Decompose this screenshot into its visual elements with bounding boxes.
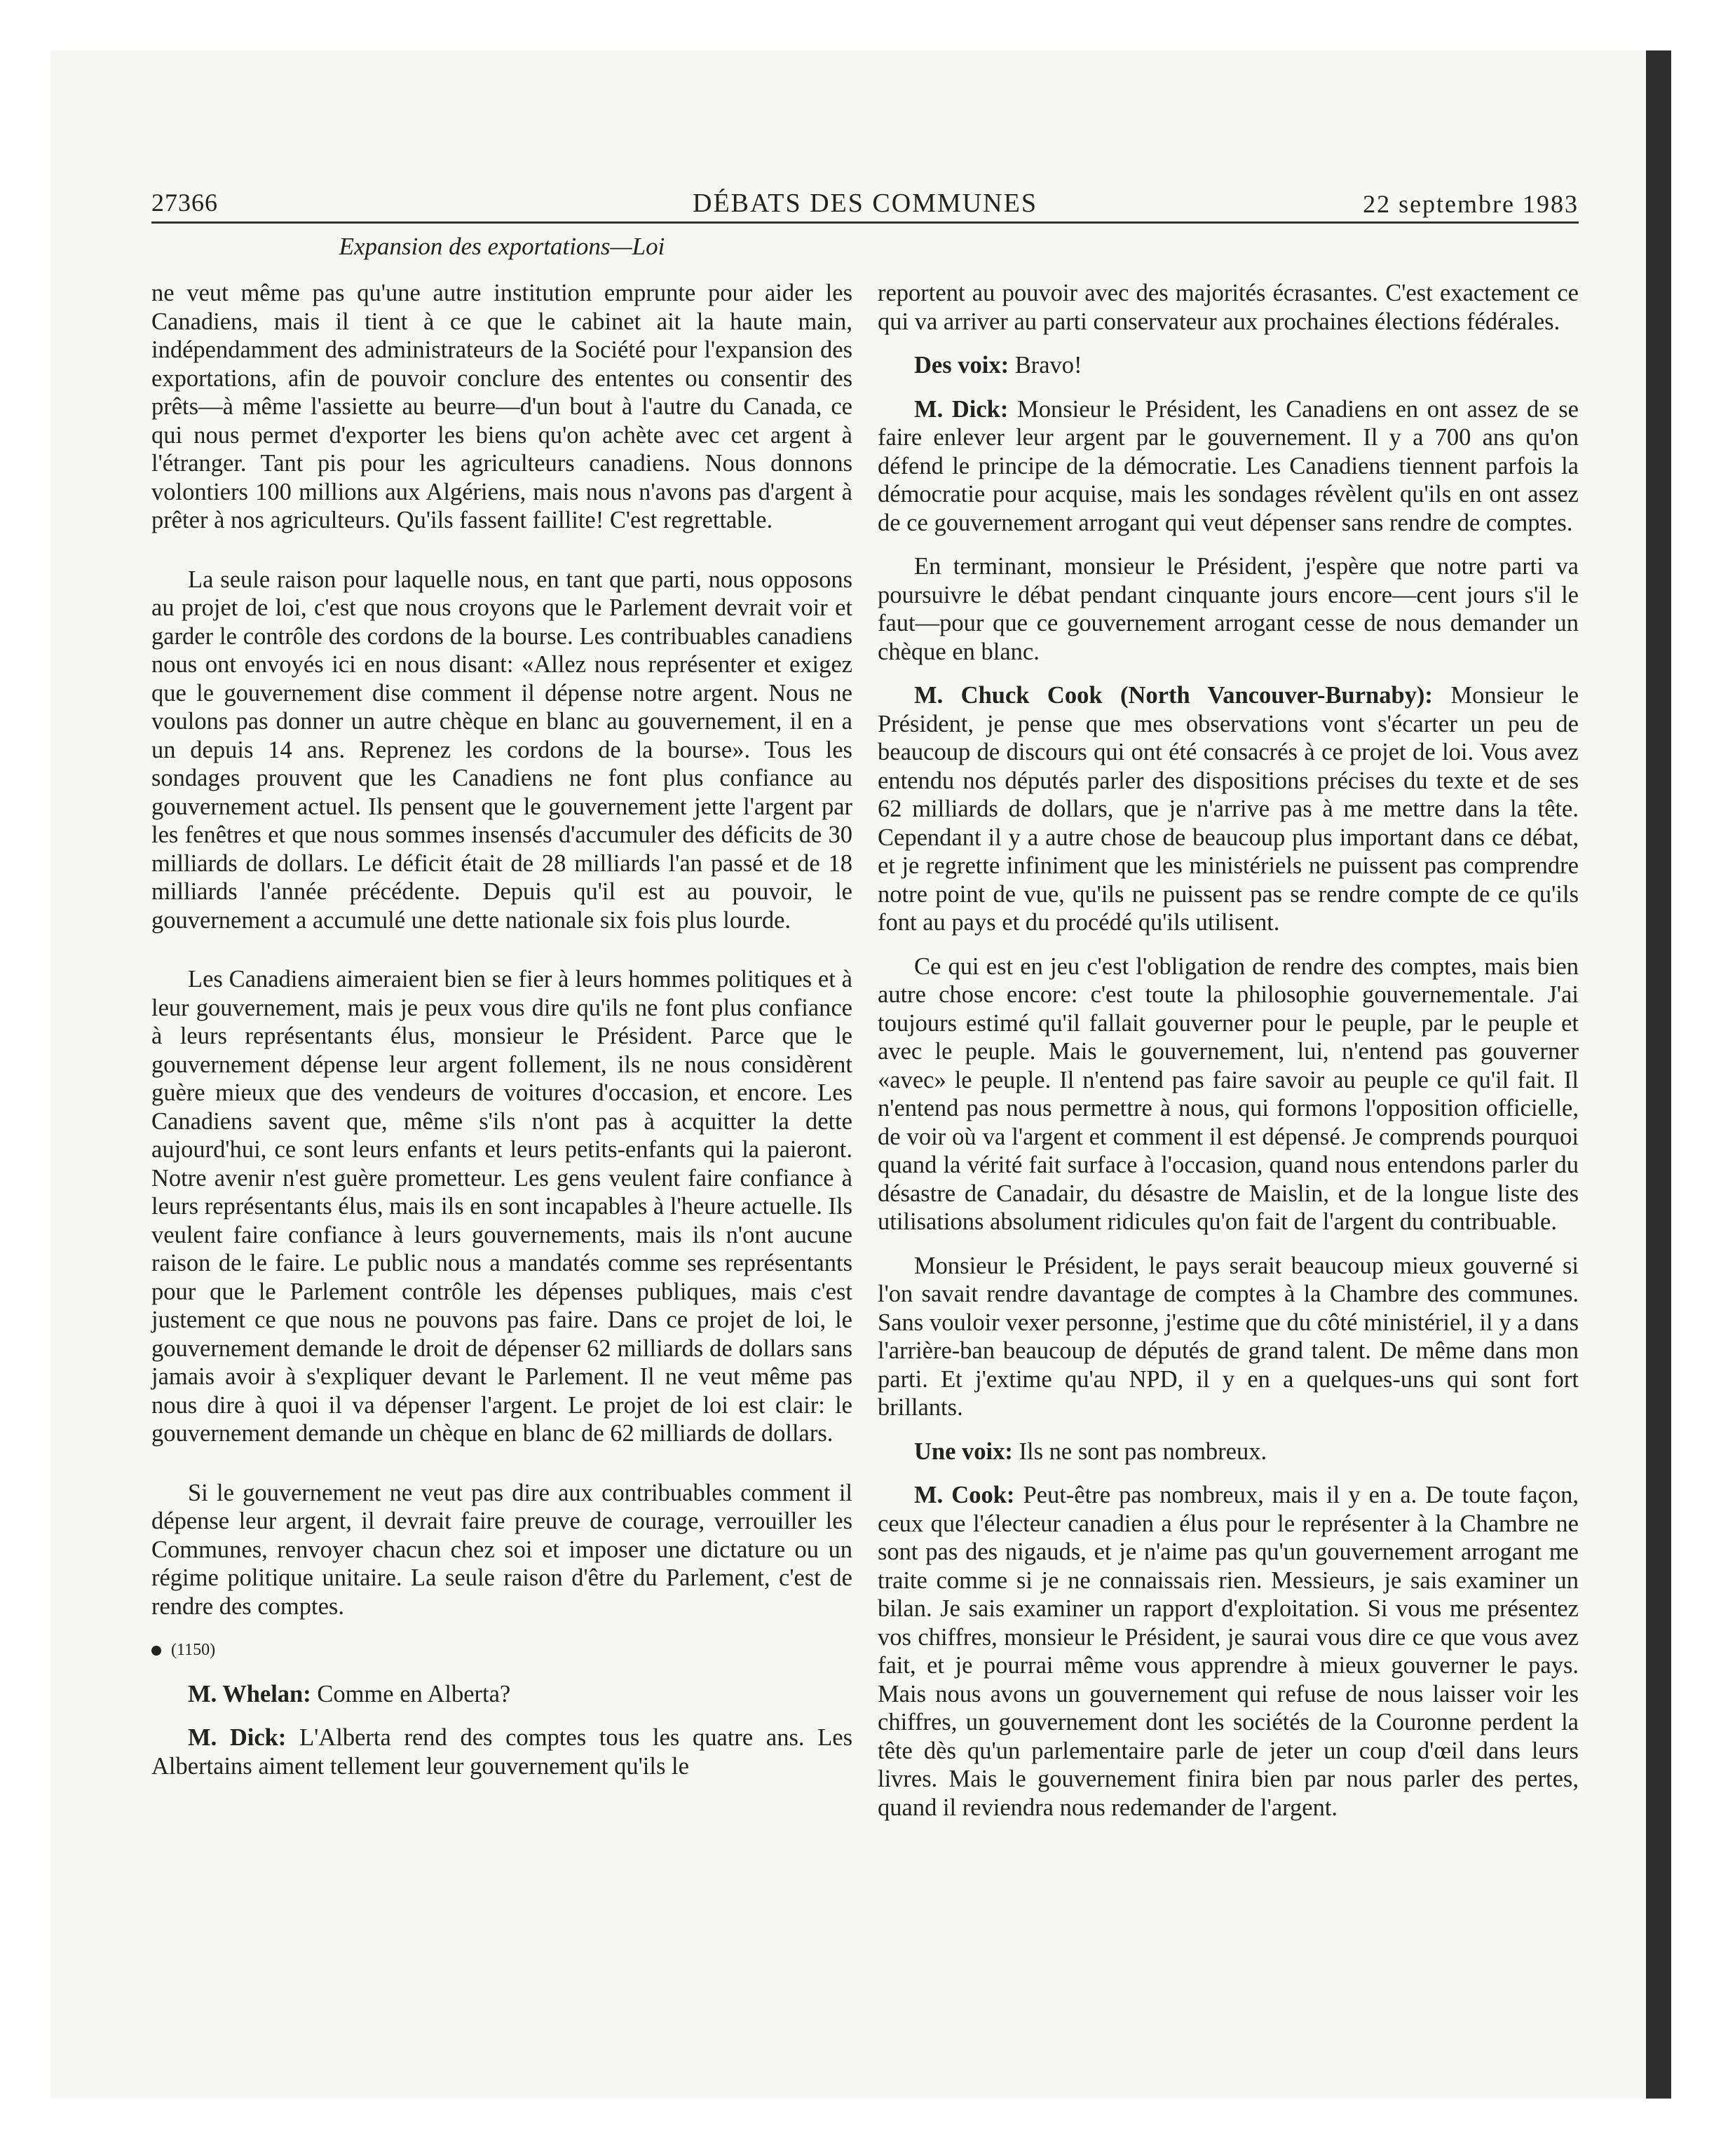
speech — [151, 1724, 852, 1780]
publication-title: DÉBATS DES COMMUNES — [693, 189, 1037, 218]
speaker-name: M. Dick: — [188, 1724, 287, 1751]
speech-text: Monsieur le Président, les Canadiens en ont assez de se faire enlever leur argent par le gouvernement. Il y a 700 ans qu'on défend le principe de la démocratie. Les Canadiens tiennent parfois la démocratie pour acquise, mais les sondages révèlent qu'ils en ont assez de ce gouvernement arrogant qui veut dépenser sans rendre de comptes. — [878, 395, 1579, 536]
paragraph: reportent au pouvoir avec des majorités écrasantes. C'est exactement ce qui va arriver au parti conservateur aux prochaines élections fédérales. — [878, 280, 1579, 335]
paragraph: En terminant, monsieur le Président, j'espère que notre parti va poursuivre le débat pendant cinquante jours encore—cent jours s'il le faut—pour que ce gouvernement arrogant cesse de nous demander un chèque en blanc. — [878, 553, 1579, 665]
speaker-name: M. Chuck Cook (North Vancouver-Burnaby): — [914, 682, 1433, 709]
page-header — [151, 181, 1579, 224]
speech — [878, 681, 1579, 937]
paragraph: Monsieur le Président, le pays serait beaucoup mieux gouverné si l'on savait rendre davantage de comptes à la Chambre des communes. Sans vouloir vexer personne, j'estime que du côté ministériel, il y a dans l'arrière-ban beaucoup de députés de grand talent. De même dans mon parti. Et j'extime qu'au NPD, il y en a quelques-uns qui sont fort brillants. — [878, 1252, 1579, 1421]
running-title: Expansion des exportations—Loi — [339, 233, 665, 260]
paragraph: Si le gouvernement ne veut pas dire aux contribuables comment il dépense leur argent, il devrait faire preuve de courage, verrouiller les Communes, renvoyer chacun chez soi et imposer une dictature ou un régime politique unitaire. La seule raison d'être du Parlement, c'est de rendre des comptes. — [151, 1479, 852, 1620]
speaker-name: Des voix: — [914, 352, 1009, 378]
speech — [878, 395, 1579, 538]
publication-date: 22 septembre 1983 — [1363, 190, 1579, 218]
bullet-icon — [151, 1646, 161, 1656]
speaker-name: M. Dick: — [914, 395, 1009, 423]
speech-text: Ils ne sont pas nombreux. — [1019, 1438, 1267, 1465]
page-number: 27366 — [151, 189, 218, 217]
paragraph: Ce qui est en jeu c'est l'obligation de rendre des comptes, mais bien autre chose encore: c'est toute la philosophie gouvernementale. J'ai toujours estimé qu'il fallait gouverner pour le peuple, par le peuple et avec le peuple. Mais le gouvernement, lui, n'entend pas gouverner «avec» le peuple. Il n'entend pas faire savoir au peuple ce qu'il fait. Il n'entend pas nous permettre à nous, qui formons l'opposition officielle, de voir où va l'argent et comment il est dépensé. Je comprends pourquoi quand la vérité fait surface à l'occasion, quand nous entendons parler du désastre de Canadair, du désastre de Maislin, et de la longue liste des utilisations absolument ridicules qu'on fait de l'argent du contribuable. — [878, 953, 1579, 1235]
speech-text: Bravo! — [1014, 352, 1082, 378]
paragraph: Les Canadiens aimeraient bien se fier à leurs hommes politiques et à leur gouvernement, mais je peux vous dire qu'ils ne font plus confiance à leurs représentants élus, monsieur le Président. Parce que le gouvernement dépense leur argent follement, ils ne nous considèrent guère mieux que des vendeurs de voitures d'occasion, et encore. Les Canadiens savent que, même s'ils n'ont pas à acquitter la dette aujourd'hui, ce sont leurs enfants et leurs petits-enfants qui la paieront. Notre avenir n'est guère prometteur. Les gens veulent faire confiance à leurs représentants élus, mais ils en sont incapables à l'heure actuelle. Ils veulent faire confiance à leurs gouvernements, mais ils n'ont aucune raison de le faire. Le public nous a mandatés comme ses représentants pour que le Parlement contrôle les dépenses publiques, mais c'est justement ce que nous ne pouvons pas faire. Dans ce projet de loi, le gouvernement demande le droit de dépenser 62 milliards de dollars sans jamais avoir à s'expliquer devant le Parlement. Il ne veut même pas nous dire à quoi il va dépenser l'argent. Le projet de loi est clair: le gouvernement demande un chèque en blanc de 62 milliards de dollars. — [151, 966, 852, 1447]
paragraph: ne veut même pas qu'une autre institution emprunte pour aider les Canadiens, mais il tient à ce que le cabinet ait la haute main, indépendamment des administrateurs de la Société pour l'expansion des exportations, afin de pouvoir conclure des ententes ou consentir des prêts—à même l'assiette au beurre—d'un bout à l'autre du Canada, ce qui nous permet d'exporter les biens qu'on achète avec cet argent à l'étranger. Tant pis pour les agriculteurs canadiens. Nous donnons volontiers 100 millions aux Algériens, mais nous n'avons pas d'argent à prêter à nos agriculteurs. Qu'ils fassent faillite! C'est regrettable. — [151, 280, 852, 533]
left-column — [151, 279, 852, 1796]
speech-text: Monsieur le Président, je pense que mes observations vont s'écarter un peu de beaucoup de discours qui ont été consacrés à ce projet de loi. Vous avez entendu nos députés parler des dispositions précises du texte et de ses 62 milliards de dollars, que je n'arrive pas à me mettre dans la tête. Cependant il y a autre chose de beaucoup plus important dans ce débat, et je regrette infiniment que les ministériels ne puissent pas comprendre notre point de vue, qu'ils ne puissent pas se rendre compte de ce qu'ils font au pays et du procédé qu'ils utilisent. — [878, 682, 1579, 936]
speech — [878, 351, 1579, 380]
speaker-name: Une voix: — [914, 1438, 1013, 1465]
page-binding-edge — [1646, 50, 1671, 2099]
speech-text: L'Alberta rend des comptes tous les quatre ans. Les Albertains aiment tellement leur gouvernement qu'ils le — [151, 1724, 853, 1780]
speech-text: Comme en Alberta? — [317, 1680, 511, 1707]
speech — [151, 1680, 852, 1709]
speech-text: Peut-être pas nombreux, mais il y en a. De toute façon, ceux que l'électeur canadien a élus pour le représenter à la Chambre ne sont pas des nigauds, et je n'aime pas qu'un gouvernement arrogant me traite comme si je ne connaissais rien. Messieurs, je sais examiner un bilan. Je sais examiner un rapport d'exploitation. Si vous me présentez vos chiffres, monsieur le Président, je saurai vous dire ce que vous avez fait, et je pourrai même vous apprendre à mieux gouverner le pays. Mais nous avons un gouvernement qui refuse de nous laisser voir les chiffres, un gouvernement dont les sociétés de la Couronne perdent la tête dès qu'un parlementaire parle de jeter un coup d'œil dans leurs livres. Mais le gouvernement finira bien par nous parler des pertes, quand il reviendra nous redemander de l'argent. — [878, 1482, 1579, 1821]
speech — [878, 1481, 1579, 1822]
right-column — [878, 279, 1579, 1837]
paragraph: La seule raison pour laquelle nous, en tant que parti, nous opposons au projet de loi, c'est que nous croyons que le Parlement devrait voir et garder le contrôle des cordons de la bourse. Les contribuables canadiens nous ont envoyés ici en nous disant: «Allez nous représenter et exigez que le gouvernement dise comment il dépense notre argent. Nous ne voulons pas donner un autre chèque en blanc au gouvernement, il en a un depuis 14 ans. Reprenez les cordons de la bourse». Tous les sondages prouvent que les Canadiens ne font plus confiance au gouvernement actuel. Ils pensent que le gouvernement jette l'argent par les fenêtres et que nous sommes insensés d'accumuler des déficits de 30 milliards de dollars. Le déficit était de 28 milliards l'an passé et de 18 milliards l'année précédente. Depuis qu'il est au pouvoir, le gouvernement a accumulé une dette nationale six fois plus lourde. — [151, 566, 852, 934]
speaker-name: M. Cook: — [914, 1482, 1015, 1508]
time-marker-label: (1150) — [171, 1641, 216, 1659]
speaker-name: M. Whelan: — [188, 1680, 311, 1707]
time-marker — [151, 1636, 852, 1665]
speech — [878, 1438, 1579, 1466]
